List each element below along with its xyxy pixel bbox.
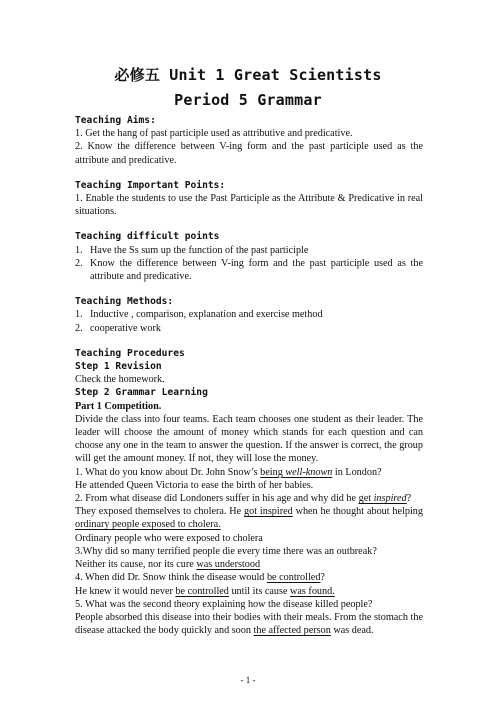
methods-heading: Teaching Methods: (75, 296, 174, 308)
question-4: 4. When did Dr. Snow think the disease would be controlled? (75, 572, 325, 584)
document-title: 必修五 Unit 1 Great Scientists (114, 66, 382, 84)
aims-heading: Teaching Aims: (75, 115, 156, 126)
important-points-item: 1. Enable the students to use the Past Participle as the Attribute & Predicative in real situations. (75, 193, 423, 218)
aims-item: 2. Know the difference between V-ing form and the past participle used as the attribute and predicative. (75, 141, 423, 166)
important-points-heading: Teaching Important Points: (75, 179, 226, 191)
step1-text: Check the homework. (75, 374, 165, 386)
answer-2-note: Ordinary people who were exposed to cholera (75, 532, 263, 544)
difficult-points-item: 2. Know the difference between V-ing form and the past participle used as the attribute and predicative. (75, 257, 423, 283)
answer-1: He attended Queen Victoria to ease the birth of her babies. (75, 479, 314, 491)
methods-item: 2. cooperative work (75, 322, 161, 334)
document-subtitle: Period 5 Grammar (174, 91, 322, 109)
part1-heading: Part 1 Competition. (75, 400, 162, 412)
step1-heading: Step 1 Revision (75, 361, 162, 373)
methods-item: 1. Inductive , comparison, explanation and exercise method (75, 309, 323, 321)
question-3: 3.Why did so many terrified people die every time there was an outbreak? (75, 545, 377, 557)
document-body (75, 114, 423, 637)
difficult-points-item: 1. Have the Ss sum up the function of the past participle (75, 244, 309, 256)
question-1: 1. What do you know about Dr. John Snow’s being well-known in London? (75, 466, 382, 478)
step2-heading: Step 2 Grammar Learning (75, 387, 208, 399)
answer-2: They exposed themselves to cholera. He got inspired when he thought about helping ordinary people exposed to cholera. (75, 506, 423, 531)
page-number: - 1 - (240, 675, 256, 685)
answer-5: People absorbed this disease into their bodies with their meals. From the stomach the disease attacked the body quickly and soon the affected person was dead. (75, 611, 423, 637)
answer-3: Neither its cause, nor its cure was understood (75, 559, 261, 571)
aims-item: 1. Get the hang of past participle used as attributive and predicative. (75, 128, 353, 140)
difficult-points-heading: Teaching difficult points (75, 231, 220, 243)
procedures-heading: Teaching Procedures (75, 347, 185, 359)
competition-intro: Divide the class into four teams. Each team chooses one student as their leader. The leader will choose the amount of money which stands for each question and can choose any one in the team to answer the question. If the answer is correct, the group will get the amount money. If not, they will lose the money. (75, 413, 423, 465)
answer-4: He knew it would never be controlled until its cause was found. (75, 585, 335, 597)
question-5: 5. What was the second theory explaining how the disease killed people? (75, 598, 373, 610)
question-2: 2. From what disease did Londoners suffer in his age and why did he get inspired? (75, 493, 412, 505)
